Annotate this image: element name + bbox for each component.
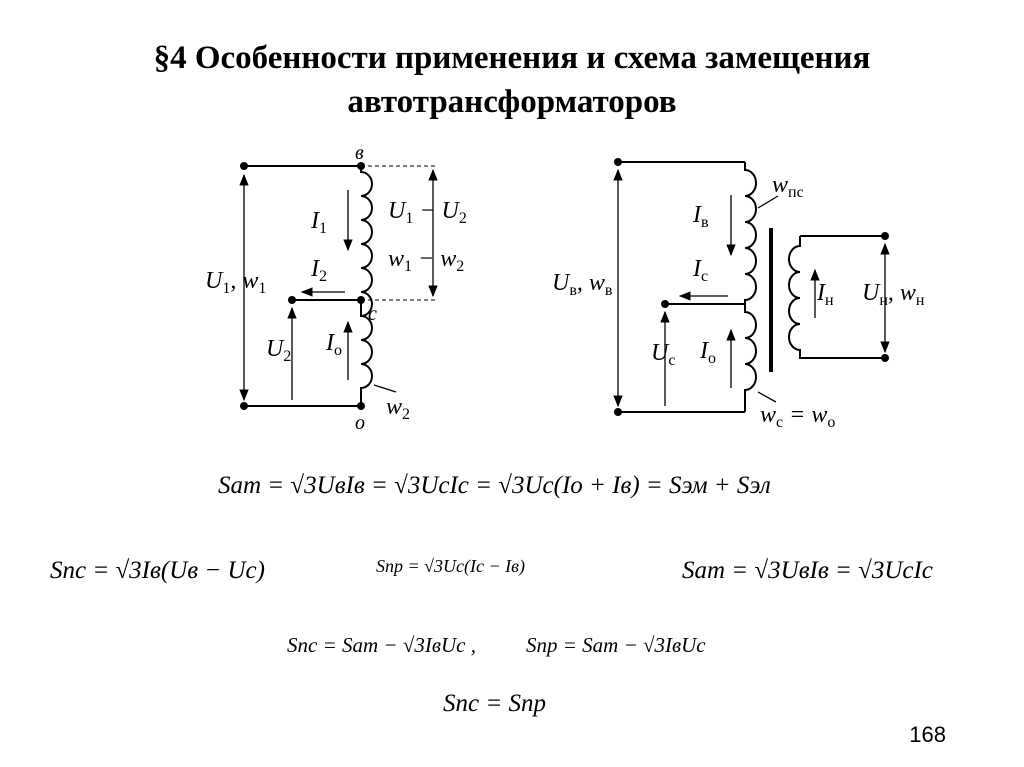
right-uc-label: $U_с$ bbox=[651, 340, 676, 369]
left-terminal-mid bbox=[288, 296, 296, 304]
right-terminal-bottom bbox=[614, 408, 622, 416]
right-wpc-label: $w_{пс}$ bbox=[772, 172, 804, 201]
formula-s-pc-eq-s-pr: Sпс = Sпр bbox=[443, 690, 546, 717]
right-terminal-sec-bottom bbox=[881, 354, 889, 362]
right-wc-wo-label: $w_с = w_о$ bbox=[760, 402, 836, 431]
right-common-winding bbox=[745, 304, 756, 412]
left-node-o-label: о bbox=[355, 412, 365, 434]
right-equivalent-circuit-diagram bbox=[552, 158, 925, 431]
left-w2-label: $w_2$ bbox=[386, 394, 411, 423]
title-line-1: §4 Особенности применения и схема замещения bbox=[153, 40, 871, 76]
formula-s-at-full: Sат = √3UвIв = √3UсIс = √3Uс(Iо + Iв) = Sэм + Sэл bbox=[218, 472, 771, 499]
formula-s-pr: Sпр = √3Uс(Iс − Iв) bbox=[376, 556, 525, 576]
page-number: 168 bbox=[909, 722, 946, 747]
formula-s-pr-diff: Sпр = Sат − √3IвUс bbox=[526, 633, 706, 657]
left-node-c-label: с bbox=[368, 303, 377, 325]
left-autotransformer-diagram bbox=[205, 142, 467, 434]
right-iv-label: $I_в$ bbox=[693, 202, 709, 231]
right-io-label: $I_о$ bbox=[700, 338, 716, 367]
left-w1-w2-label: $w_1 - w_2$ bbox=[388, 246, 465, 275]
left-io-label: $I_о$ bbox=[326, 330, 342, 359]
left-u1w1-label: $U_1$, $w_1$ bbox=[205, 268, 267, 297]
left-upper-winding bbox=[361, 166, 372, 316]
formula-s-pc-diff: Sпс = Sат − √3IвUс , bbox=[287, 633, 476, 657]
left-i2-label: $I_2$ bbox=[311, 256, 327, 285]
right-terminal-sec-top bbox=[881, 232, 889, 240]
left-terminal-bottom bbox=[240, 402, 248, 410]
title-line-2: автотрансформаторов bbox=[347, 84, 677, 120]
formulas bbox=[50, 472, 933, 717]
right-terminal-mid bbox=[661, 300, 669, 308]
right-terminal-top bbox=[614, 158, 622, 166]
left-u1-u2-label: $U_1 - U_2$ bbox=[388, 198, 467, 227]
right-unwn-label: $U_н$, $w_н$ bbox=[862, 280, 925, 309]
left-w2-leader bbox=[374, 385, 396, 392]
left-node-v-label: в bbox=[355, 142, 364, 164]
right-wc-leader bbox=[758, 392, 776, 402]
formula-s-pc: Sпс = √3Iв(Uв − Uс) bbox=[50, 557, 265, 584]
left-u2-label: $U_2$ bbox=[266, 336, 292, 365]
right-series-winding bbox=[745, 162, 756, 304]
right-in-label: $I_н$ bbox=[817, 280, 834, 309]
formula-s-at-short: Sат = √3UвIв = √3UсIс bbox=[682, 557, 933, 584]
left-i1-label: $I_1$ bbox=[311, 208, 327, 237]
right-ic-label: $I_с$ bbox=[693, 256, 709, 285]
right-uvwv-label: $U_в$, $w_в$ bbox=[552, 270, 613, 299]
left-terminal-top bbox=[240, 162, 248, 170]
left-node-o bbox=[357, 402, 365, 410]
